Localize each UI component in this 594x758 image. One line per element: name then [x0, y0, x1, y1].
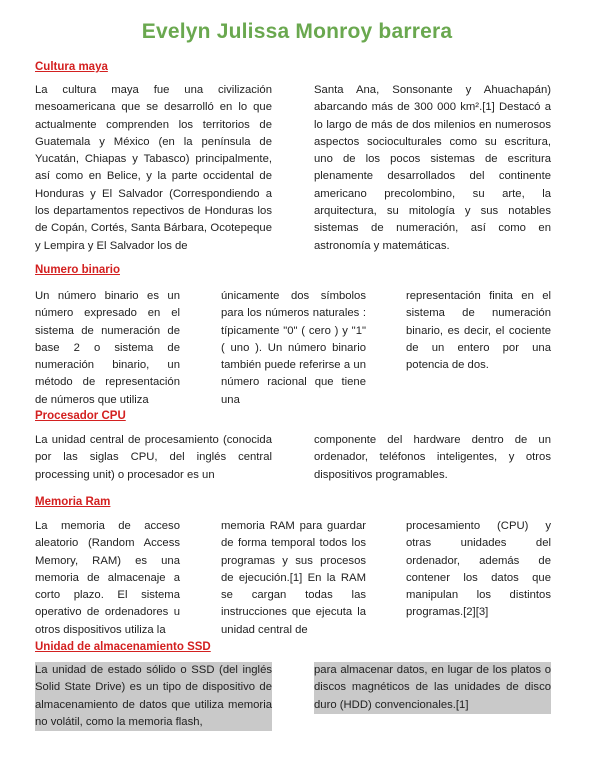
ram-column-2: memoria RAM para guardar de forma temporal todos los programas y sus procesos de ejecución.[1] En la RAM se cargan todas las instrucciones que ejecuta la unidad central de [221, 520, 366, 636]
ssd-column-1: La unidad de estado sólido o SSD (del inglés Solid State Drive) es un tipo de dispositivo de almacenamiento de datos que utiliza memoria no volátil, como la memoria flash, [35, 662, 272, 731]
heading-numero-binario: Numero binario [35, 264, 120, 276]
maya-column-1: La cultura maya fue una civilización mesoamericana que se desarrolló en lo que actualmente comprenden los territorios de Guatemala y México (en la península de Yucatán, Chiapas y Tabasco) principalmente, así como en Belice, y la parte occidental de Honduras y El Salvador (Correspondiendo a los departamentos repectivos de Honduras los de Copán, Cortés, Santa Bárbara, Ocotepeque y Lempira y El Salvador los de [35, 84, 272, 252]
document-title: Evelyn Julissa Monroy barrera [141, 20, 453, 43]
binario-column-1: Un número binario es un número expresado en el sistema de numeración de base 2 o sistema de numeración binario, un método de representación de números que utiliza [35, 290, 180, 406]
heading-cultura-maya: Cultura maya [35, 61, 108, 73]
heading-unidad-ssd: Unidad de almacenamiento SSD [35, 641, 211, 653]
ssd-column-2: para almacenar datos, en lugar de los platos o discos magnéticos de las unidades de disco duro (HDD) convencionales.[1] [314, 662, 551, 714]
binario-column-2: únicamente dos símbolos para los números naturales : típicamente "0" ( cero ) y "1" ( uno ). Un número binario también puede referirse a un número racional que tiene una [221, 290, 366, 406]
cpu-column-2: componente del hardware dentro de un ordenador, teléfonos inteligentes, y otros dispositivos programables. [314, 434, 551, 481]
ram-column-3: procesamiento (CPU) y otras unidades del ordenador, además de contener los datos que manipulan los distintos programas.[2][3] [406, 520, 551, 619]
cpu-column-1: La unidad central de procesamiento (conocida por las siglas CPU, del inglés central processing unit) o procesador es un [35, 434, 272, 481]
ram-column-1: La memoria de acceso aleatorio (Random Access Memory, RAM) es una memoria de almacenaje a corto plazo. El sistema operativo de ordenadores u otros dispositivos utiliza la [35, 520, 180, 636]
heading-procesador-cpu: Procesador CPU [35, 410, 126, 422]
maya-column-2: Santa Ana, Sonsonante y Ahuachapán) abarcando más de 300 000 km².[1] Destacó a lo largo de más de dos milenios en numerosos aspectos socioculturales como su escritura, uno de los pocos sistemas de escritura plenamente desarrollados del continente americano precolombino, su arte, la arquitectura, su mitología y sus notables sistemas de numeración, así como en astronomía y matemáticas. [314, 84, 551, 252]
binario-column-3: representación finita en el sistema de numeración binario, es decir, el cociente de un entero por una potencia de dos. [406, 290, 551, 372]
heading-memoria-ram: Memoria Ram [35, 496, 111, 508]
